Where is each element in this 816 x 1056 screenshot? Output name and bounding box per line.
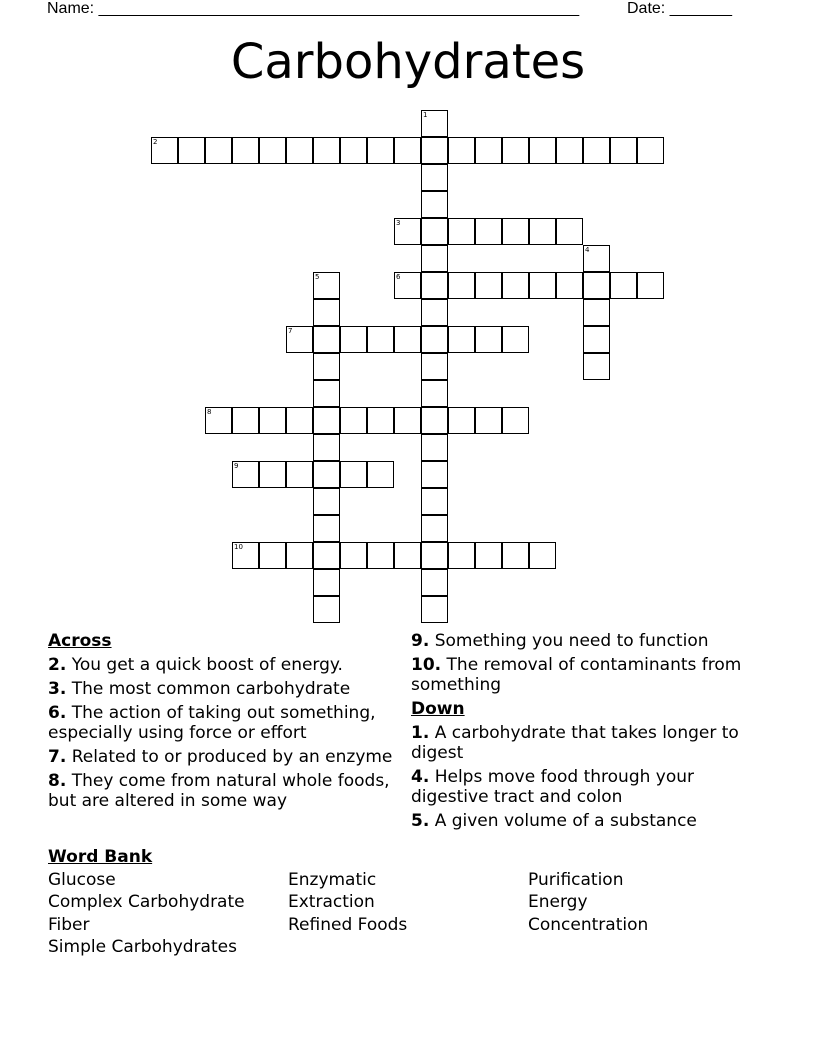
clue-number: 4. (411, 767, 430, 787)
crossword-cell[interactable] (583, 326, 610, 353)
clue-across-9 (411, 631, 761, 651)
crossword-cell[interactable] (232, 407, 259, 434)
crossword-cell[interactable] (421, 110, 448, 137)
clue-across-6 (48, 703, 393, 743)
clues-right-column (411, 631, 761, 835)
word-bank-heading: Word Bank (48, 847, 153, 867)
crossword-cell[interactable] (286, 461, 313, 488)
crossword-cell[interactable] (313, 137, 340, 164)
crossword-cell[interactable] (421, 191, 448, 218)
crossword-cell[interactable] (367, 542, 394, 569)
crossword-cell[interactable] (583, 353, 610, 380)
name-line: Name: ______________________________________________________ (47, 0, 580, 17)
word-bank-item: Energy (528, 892, 588, 912)
crossword-cell[interactable] (313, 461, 340, 488)
crossword-cell[interactable] (313, 353, 340, 380)
crossword-cell[interactable] (421, 434, 448, 461)
page-title: Carbohydrates (230, 34, 586, 90)
crossword-cell[interactable] (502, 218, 529, 245)
crossword-cell[interactable] (502, 407, 529, 434)
crossword-cell[interactable] (448, 272, 475, 299)
clue-text: A given volume of a substance (434, 811, 697, 831)
crossword-cell[interactable] (421, 569, 448, 596)
clue-across-10 (411, 655, 761, 695)
crossword-cell[interactable] (421, 326, 448, 353)
clue-across-8 (48, 771, 393, 811)
crossword-cell[interactable] (610, 137, 637, 164)
crossword-cell[interactable] (610, 272, 637, 299)
crossword-cell[interactable] (421, 461, 448, 488)
crossword-cell[interactable] (502, 542, 529, 569)
clue-number-label: 5 (315, 273, 320, 281)
crossword-cell[interactable] (394, 218, 421, 245)
clue-number-label: 8 (207, 408, 212, 416)
clue-down-1 (411, 723, 761, 763)
clues-left-column (48, 631, 393, 815)
crossword-cell[interactable] (313, 569, 340, 596)
crossword-cell[interactable] (475, 542, 502, 569)
crossword-cell[interactable] (367, 326, 394, 353)
clue-number-label: 2 (153, 138, 158, 146)
crossword-cell[interactable] (259, 461, 286, 488)
crossword-cell[interactable] (313, 380, 340, 407)
crossword-cell[interactable] (583, 245, 610, 272)
crossword-cell[interactable] (421, 596, 448, 623)
crossword-cell[interactable] (529, 542, 556, 569)
clue-number: 8. (48, 771, 67, 791)
crossword-cell[interactable] (421, 542, 448, 569)
crossword-cell[interactable] (394, 326, 421, 353)
crossword-cell[interactable] (340, 326, 367, 353)
clue-across-3 (48, 679, 393, 699)
crossword-cell[interactable] (340, 137, 367, 164)
crossword-cell[interactable] (583, 272, 610, 299)
crossword-cell[interactable] (151, 137, 178, 164)
clue-text: You get a quick boost of energy. (71, 655, 343, 675)
crossword-cell[interactable] (637, 137, 664, 164)
crossword-cell[interactable] (421, 272, 448, 299)
clue-number: 5. (411, 811, 430, 831)
crossword-cell[interactable] (286, 137, 313, 164)
word-bank-list (48, 869, 768, 959)
word-bank-item: Enzymatic (288, 869, 377, 890)
clue-number-label: 6 (396, 273, 401, 281)
clue-number-label: 4 (585, 246, 590, 254)
crossword-cell[interactable] (529, 272, 556, 299)
across-heading: Across (48, 631, 112, 651)
word-bank-item: Refined Foods (288, 914, 408, 935)
crossword-cell[interactable] (637, 272, 664, 299)
clue-number-label: 10 (234, 543, 243, 551)
crossword-cell[interactable] (502, 137, 529, 164)
word-bank-item: Simple Carbohydrates (48, 937, 237, 957)
crossword-cell[interactable] (529, 137, 556, 164)
crossword-cell[interactable] (448, 326, 475, 353)
crossword-cell[interactable] (556, 272, 583, 299)
clue-down-5 (411, 811, 761, 831)
clue-text: The removal of contaminants from something (411, 655, 742, 695)
crossword-cell[interactable] (313, 272, 340, 299)
clue-number: 7. (48, 747, 67, 767)
clue-number: 9. (411, 631, 430, 651)
crossword-cell[interactable] (475, 407, 502, 434)
crossword-cell[interactable] (556, 218, 583, 245)
crossword-cell[interactable] (448, 542, 475, 569)
crossword-cell[interactable] (232, 542, 259, 569)
crossword-cell[interactable] (448, 218, 475, 245)
crossword-cell[interactable] (475, 218, 502, 245)
crossword-cell[interactable] (340, 407, 367, 434)
crossword-cell[interactable] (313, 515, 340, 542)
crossword-cell[interactable] (286, 407, 313, 434)
word-bank-item: Purification (528, 869, 624, 890)
clue-text: Related to or produced by an enzyme (71, 747, 393, 767)
crossword-cell[interactable] (286, 542, 313, 569)
crossword-cell[interactable] (421, 245, 448, 272)
clue-number: 2. (48, 655, 67, 675)
word-bank-item: Extraction (288, 892, 375, 912)
crossword-cell[interactable] (394, 137, 421, 164)
clue-text: Helps move food through your digestive tract and colon (411, 767, 695, 807)
word-bank-item: Glucose (48, 869, 116, 890)
crossword-cell[interactable] (259, 137, 286, 164)
crossword-cell[interactable] (367, 407, 394, 434)
crossword-cell[interactable] (475, 137, 502, 164)
clue-number-label: 7 (288, 327, 293, 335)
crossword-cell[interactable] (205, 137, 232, 164)
crossword-cell[interactable] (502, 272, 529, 299)
crossword-cell[interactable] (421, 218, 448, 245)
clue-text: Something you need to function (434, 631, 709, 651)
crossword-cell[interactable] (556, 137, 583, 164)
crossword-cell[interactable] (421, 488, 448, 515)
crossword-cell[interactable] (313, 326, 340, 353)
clue-number-label: 1 (423, 111, 428, 119)
clue-text: The most common carbohydrate (71, 679, 351, 699)
clue-number: 3. (48, 679, 67, 699)
crossword-cell[interactable] (529, 218, 556, 245)
crossword-cell[interactable] (394, 407, 421, 434)
down-heading: Down (411, 699, 465, 719)
crossword-cell[interactable] (475, 326, 502, 353)
crossword-cell[interactable] (448, 137, 475, 164)
clue-number-label: 3 (396, 219, 401, 227)
word-bank (48, 846, 768, 959)
crossword-cell[interactable] (475, 272, 502, 299)
clue-number: 1. (411, 723, 430, 743)
crossword-cell[interactable] (313, 434, 340, 461)
crossword-cell[interactable] (421, 407, 448, 434)
crossword-cell[interactable] (232, 137, 259, 164)
crossword-cell[interactable] (421, 137, 448, 164)
crossword-cell[interactable] (421, 380, 448, 407)
clue-text: The action of taking out something, especially using force or effort (48, 703, 376, 743)
clue-number: 6. (48, 703, 67, 723)
clue-across-7 (48, 747, 393, 767)
crossword-cell[interactable] (313, 596, 340, 623)
crossword-cell[interactable] (205, 407, 232, 434)
crossword-cell[interactable] (286, 326, 313, 353)
word-bank-item: Concentration (528, 914, 649, 935)
crossword-cell[interactable] (313, 299, 340, 326)
crossword-cell[interactable] (421, 515, 448, 542)
word-bank-item: Complex Carbohydrate (48, 892, 245, 912)
crossword-cell[interactable] (340, 461, 367, 488)
clue-number: 10. (411, 655, 442, 675)
crossword-cell[interactable] (340, 542, 367, 569)
crossword-cell[interactable] (259, 407, 286, 434)
clue-across-2 (48, 655, 393, 675)
crossword-cell[interactable] (421, 299, 448, 326)
crossword-cell[interactable] (313, 488, 340, 515)
crossword-cell[interactable] (394, 272, 421, 299)
crossword-cell[interactable] (583, 137, 610, 164)
clue-down-4 (411, 767, 761, 807)
crossword-cell[interactable] (421, 164, 448, 191)
crossword-cell[interactable] (367, 461, 394, 488)
crossword-cell[interactable] (313, 542, 340, 569)
crossword-cell[interactable] (421, 353, 448, 380)
crossword-cell[interactable] (367, 137, 394, 164)
date-line: Date: _______ (627, 0, 732, 17)
crossword-cell[interactable] (448, 407, 475, 434)
crossword-cell[interactable] (583, 299, 610, 326)
clue-text: A carbohydrate that takes longer to digest (411, 723, 739, 763)
crossword-cell[interactable] (259, 542, 286, 569)
crossword-cell[interactable] (502, 326, 529, 353)
crossword-cell[interactable] (313, 407, 340, 434)
crossword-cell[interactable] (232, 461, 259, 488)
word-bank-item: Fiber (48, 914, 90, 935)
crossword-cell[interactable] (178, 137, 205, 164)
clue-number-label: 9 (234, 462, 239, 470)
clue-text: They come from natural whole foods, but are altered in some way (48, 771, 390, 811)
crossword-cell[interactable] (394, 542, 421, 569)
